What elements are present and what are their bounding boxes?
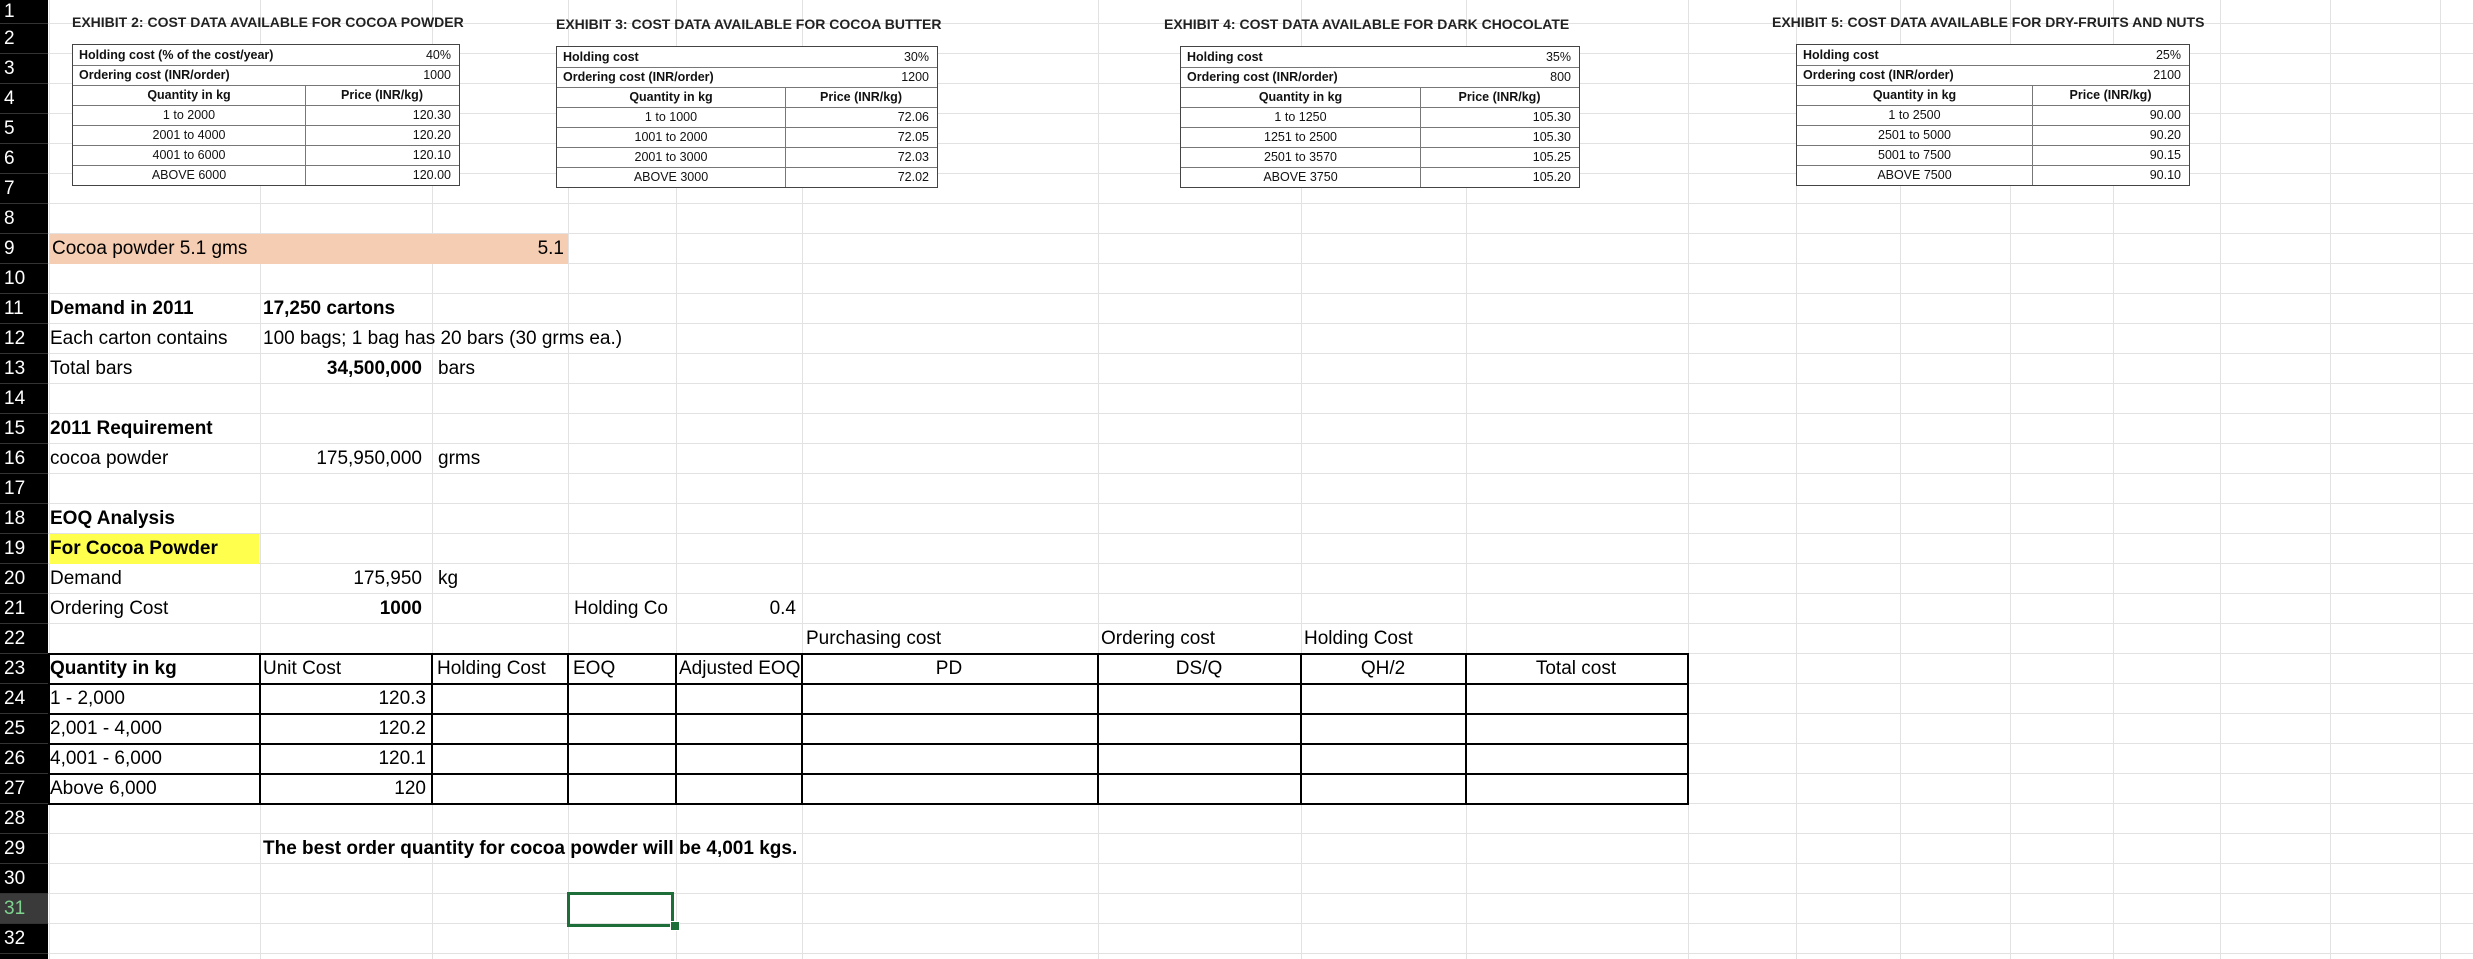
exhibit-table-4 [1180, 46, 1580, 188]
row-number-2[interactable]: 2 [0, 24, 48, 54]
exhibit-qty: 5001 to 7500 [1878, 148, 1951, 162]
exhibit-col-quantity: Quantity in kg [147, 88, 231, 102]
exhibit-col-price: Price (INR/kg) [2069, 88, 2152, 102]
exhibit-qty: 1251 to 2500 [1264, 130, 1337, 144]
row-number-28[interactable]: 28 [0, 804, 48, 834]
row-number-12[interactable]: 12 [0, 324, 48, 354]
row-number-11[interactable]: 11 [0, 294, 48, 324]
exhibit-holding-value: 30% [903, 50, 929, 64]
cocoa-powder-unit[interactable]: grms [438, 448, 481, 469]
carton-value[interactable]: 100 bags; 1 bag has 20 bars (30 grms ea.) [263, 328, 623, 349]
exhibit-price: 105.25 [1532, 150, 1571, 164]
exhibit-col-quantity: Quantity in kg [629, 90, 713, 104]
exhibit-price: 90.10 [2149, 168, 2181, 182]
exhibit-holding-value: 25% [2155, 48, 2181, 62]
gridline-h [0, 503, 2473, 504]
exhibit-qty: ABOVE 3000 [633, 170, 709, 184]
exhibit-ordering-value: 2100 [2153, 68, 2181, 82]
exhibit-ordering-label: Ordering cost (INR/order) [79, 68, 230, 82]
row-number-21[interactable]: 21 [0, 594, 48, 624]
exhibit-qty: 1 to 1250 [1274, 110, 1327, 124]
exhibit-holding-value: 40% [425, 48, 451, 62]
exhibit-holding-label: Holding cost [563, 50, 639, 64]
row-number-26[interactable]: 26 [0, 744, 48, 774]
col-eoq[interactable]: EOQ [573, 658, 616, 679]
exhibit-qty: 2001 to 3000 [634, 150, 708, 164]
for-cocoa-label[interactable]: For Cocoa Powder [50, 538, 218, 559]
ordering-cost-head[interactable]: Ordering cost [1101, 628, 1216, 649]
gridline-h [0, 203, 2473, 204]
exhibit-holding-value: 35% [1545, 50, 1571, 64]
exhibit-price: 120.20 [412, 128, 451, 142]
row-number-20[interactable]: 20 [0, 564, 48, 594]
demand-value[interactable]: 175,950 [353, 568, 422, 589]
exhibit-price: 120.10 [412, 148, 451, 162]
exhibit-qty: 2001 to 4000 [152, 128, 226, 142]
table-border-v [675, 653, 677, 805]
gridline-v [2220, 0, 2221, 959]
col-qh2[interactable]: QH/2 [1360, 658, 1406, 679]
row-qty-4[interactable]: Above 6,000 [50, 778, 157, 799]
col-total-cost[interactable]: Total cost [1535, 658, 1617, 679]
exhibit-price: 120.00 [412, 168, 451, 182]
exhibit-col-price: Price (INR/kg) [820, 90, 902, 104]
exhibit-holding-label: Holding cost [1803, 48, 1879, 62]
exhibit-qty: 1 to 2000 [162, 108, 216, 122]
exhibit-qty: ABOVE 3750 [1263, 170, 1338, 184]
exhibit-col-price: Price (INR/kg) [341, 88, 423, 102]
demand-unit[interactable]: kg [438, 568, 459, 589]
exhibit-qty: 1001 to 2000 [634, 130, 708, 144]
exhibit-ordering-label: Ordering cost (INR/order) [1803, 68, 1954, 82]
cocoa-label[interactable]: Cocoa powder 5.1 gms [52, 238, 248, 259]
row-unit-2[interactable]: 120.2 [378, 718, 426, 739]
carton-label[interactable]: Each carton contains [50, 328, 228, 349]
row-number-14[interactable]: 14 [0, 384, 48, 414]
row-number-13[interactable]: 13 [0, 354, 48, 384]
col-dsq[interactable]: DS/Q [1175, 658, 1223, 679]
exhibit-holding-label: Holding cost (% of the cost/year) [79, 48, 274, 62]
row-number-22[interactable]: 22 [0, 624, 48, 654]
req-2011-label[interactable]: 2011 Requirement [50, 418, 213, 439]
exhibit-price: 120.30 [412, 108, 451, 122]
gridline-v [1688, 0, 1689, 959]
gridline-h [0, 533, 2473, 534]
col-holding-cost[interactable]: Holding Cost [437, 658, 546, 679]
exhibit-qty: 1 to 2500 [1888, 108, 1941, 122]
cocoa-value[interactable]: 5.1 [537, 238, 564, 259]
exhibit-price: 90.20 [2149, 128, 2181, 142]
exhibit-table-5 [1796, 44, 2190, 186]
total-bars-unit[interactable]: bars [438, 358, 475, 379]
row-qty-3[interactable]: 4,001 - 6,000 [50, 748, 162, 769]
exhibit-price: 90.15 [2149, 148, 2181, 162]
exhibit-price: 105.20 [1532, 170, 1571, 184]
row-number-32[interactable]: 32 [0, 924, 48, 954]
col-adjusted-eoq[interactable]: Adjusted EOQ [679, 658, 801, 679]
table-border-v [567, 653, 569, 805]
gridline-v [2440, 0, 2441, 959]
exhibit-price: 105.30 [1532, 110, 1571, 124]
row-number-7[interactable]: 7 [0, 174, 48, 204]
gridline-v [49, 0, 50, 959]
row-number-25[interactable]: 25 [0, 714, 48, 744]
gridline-h [0, 893, 2473, 894]
exhibit-price: 72.03 [897, 150, 929, 164]
exhibit-qty: ABOVE 7500 [1877, 168, 1952, 182]
exhibit-col-quantity: Quantity in kg [1872, 88, 1957, 102]
row-number-10[interactable]: 10 [0, 264, 48, 294]
exhibit-ordering-value: 1000 [423, 68, 451, 82]
row-number-9[interactable]: 9 [0, 234, 48, 264]
row-number-27[interactable]: 27 [0, 774, 48, 804]
exhibit-table-3 [556, 46, 938, 188]
exhibit-qty: 2501 to 5000 [1878, 128, 1951, 142]
table-border-v [431, 653, 433, 805]
holding-co-label[interactable]: Holding Co [574, 598, 668, 619]
selected-cell[interactable] [567, 892, 674, 927]
exhibit-ordering-label: Ordering cost (INR/order) [563, 70, 714, 84]
conclusion-text[interactable]: The best order quantity for cocoa powder will be 4,001 kgs. [263, 838, 798, 859]
row-unit-4[interactable]: 120 [394, 778, 426, 799]
total-bars-label[interactable]: Total bars [50, 358, 133, 379]
row-number-3[interactable]: 3 [0, 54, 48, 84]
exhibit-qty: 2501 to 3570 [1264, 150, 1337, 164]
cocoa-powder-label[interactable]: cocoa powder [50, 448, 169, 469]
exhibit-table-2 [72, 44, 460, 186]
exhibit-holding-label: Holding cost [1187, 50, 1263, 64]
exhibit-title-5: EXHIBIT 5: COST DATA AVAILABLE FOR DRY-FRUITS AND NUTS [1772, 14, 2205, 30]
exhibit-qty: ABOVE 6000 [151, 168, 227, 182]
demand-label[interactable]: Demand [50, 568, 122, 589]
total-bars-value[interactable]: 34,500,000 [326, 358, 422, 379]
col-pd[interactable]: PD [935, 658, 963, 679]
row-number-15[interactable]: 15 [0, 414, 48, 444]
gridline-h [0, 923, 2473, 924]
gridline-h [0, 413, 2473, 414]
demand-2011-label[interactable]: Demand in 2011 [50, 298, 194, 319]
row-number-6[interactable]: 6 [0, 144, 48, 174]
exhibit-price: 72.06 [897, 110, 929, 124]
holding-cost-head[interactable]: Holding Cost [1304, 628, 1413, 649]
row-number-1[interactable]: 1 [0, 0, 48, 24]
row-number-4[interactable]: 4 [0, 84, 48, 114]
row-number-5[interactable]: 5 [0, 114, 48, 144]
exhibit-price: 90.00 [2149, 108, 2181, 122]
row-number-30[interactable]: 30 [0, 864, 48, 894]
gridline-v [2330, 0, 2331, 959]
row-header [0, 0, 48, 959]
exhibit-col-quantity: Quantity in kg [1258, 90, 1343, 104]
row-number-29[interactable]: 29 [0, 834, 48, 864]
cocoa-powder-value[interactable]: 175,950,000 [316, 448, 422, 469]
exhibit-ordering-label: Ordering cost (INR/order) [1187, 70, 1338, 84]
row-number-31[interactable]: 31 [0, 894, 48, 924]
exhibit-title-2: EXHIBIT 2: COST DATA AVAILABLE FOR COCOA POWDER [72, 14, 464, 30]
exhibit-ordering-value: 800 [1550, 70, 1571, 84]
holding-co-value[interactable]: 0.4 [769, 598, 796, 619]
row-unit-1[interactable]: 120.3 [378, 688, 426, 709]
exhibit-price: 105.30 [1532, 130, 1571, 144]
exhibit-col-price: Price (INR/kg) [1458, 90, 1541, 104]
gridline-v [1098, 0, 1099, 959]
row-number-24[interactable]: 24 [0, 684, 48, 714]
exhibit-qty: 4001 to 6000 [152, 148, 226, 162]
ordering-cost-label[interactable]: Ordering Cost [50, 598, 169, 619]
demand-2011-value[interactable]: 17,250 cartons [263, 298, 396, 319]
row-number-19[interactable]: 19 [0, 534, 48, 564]
exhibit-qty: 1 to 1000 [644, 110, 698, 124]
exhibit-price: 72.02 [897, 170, 929, 184]
ordering-cost-value[interactable]: 1000 [379, 598, 422, 619]
row-qty-1[interactable]: 1 - 2,000 [50, 688, 125, 709]
eoq-label[interactable]: EOQ Analysis [50, 508, 175, 529]
row-number-18[interactable]: 18 [0, 504, 48, 534]
fill-handle[interactable] [670, 921, 680, 931]
col-unit-cost[interactable]: Unit Cost [263, 658, 342, 679]
purchasing-cost-head[interactable]: Purchasing cost [806, 628, 942, 649]
row-number-17[interactable]: 17 [0, 474, 48, 504]
row-number-8[interactable]: 8 [0, 204, 48, 234]
exhibit-ordering-value: 1200 [901, 70, 929, 84]
exhibit-title-4: EXHIBIT 4: COST DATA AVAILABLE FOR DARK CHOCOLATE [1164, 16, 1570, 32]
row-number-16[interactable]: 16 [0, 444, 48, 474]
exhibit-title-3: EXHIBIT 3: COST DATA AVAILABLE FOR COCOA BUTTER [556, 16, 942, 32]
table-border-v [1687, 653, 1689, 805]
col-quantity[interactable]: Quantity in kg [50, 658, 177, 679]
row-qty-2[interactable]: 2,001 - 4,000 [50, 718, 162, 739]
exhibit-price: 72.05 [897, 130, 929, 144]
row-unit-3[interactable]: 120.1 [378, 748, 426, 769]
row-number-23[interactable]: 23 [0, 654, 48, 684]
gridline-h [0, 953, 2473, 954]
